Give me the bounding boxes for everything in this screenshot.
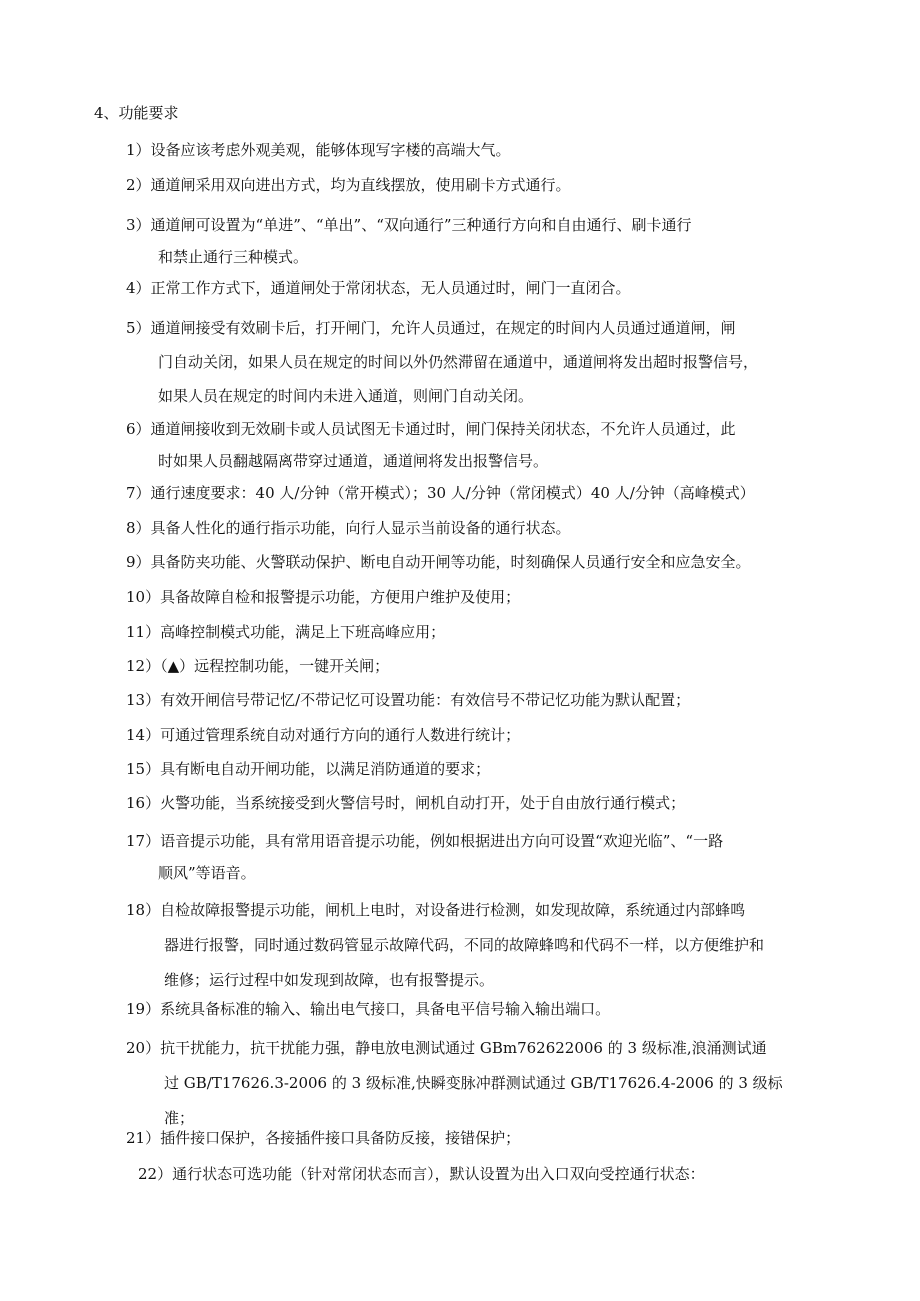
item-text: 12）（▲）远程控制功能，一键开关闸；: [126, 657, 390, 675]
list-item: [126, 654, 389, 678]
item-text: 18）自检故障报警提示功能，闸机上电时，对设备进行检测，如发现故障，系统通过内部蜂鸣: [126, 901, 746, 919]
item-text-continuation: 门自动关闭，如果人员在规定的时间以外仍然滞留在通道中，通道闸将发出超时报警信号，: [158, 353, 759, 371]
item-text: 7）通行速度要求：40 人/分钟（常开模式）；30 人/分钟（常闭模式）40 人/分钟（高峰模式）: [126, 484, 755, 502]
item-text: 11）高峰控制模式功能，满足上下班高峰应用；: [126, 623, 446, 641]
item-text: 13）有效开闸信号带记忆/不带记忆可设置功能：有效信号不带记忆功能为默认配置；: [126, 691, 691, 709]
item-text: 5）通道闸接受有效刷卡后，打开闸门，允许人员通过，在规定的时间内人员通过通道闸，闸: [126, 319, 736, 337]
list-item: [126, 138, 511, 162]
item-text-continuation: 如果人员在规定的时间内未进入通道，则闸门自动关闭。: [158, 387, 534, 405]
item-text: 1）设备应该考虑外观美观，能够体现写字楼的高端大气。: [126, 141, 511, 159]
list-item: [126, 620, 445, 644]
item-text-continuation: 器进行报警，同时通过数码管显示故障代码，不同的故障蜂鸣和代码不一样，以方便维护和: [164, 936, 765, 954]
item-text-continuation: 时如果人员翻越隔离带穿过通道，通道闸将发出报警信号。: [158, 452, 549, 470]
list-item: [126, 516, 571, 540]
item-text: 2）通道闸采用双向进出方式，均为直线摆放，使用刷卡方式通行。: [126, 176, 571, 194]
list-item: [126, 791, 685, 815]
list-item: [126, 550, 751, 574]
list-item: [126, 585, 520, 609]
item-text: 16）火警功能，当系统接受到火警信号时，闸机自动打开，处于自由放行通行模式；: [126, 794, 686, 812]
item-text: 22）通行状态可选功能（针对常闭状态而言），默认设置为出入口双向受控通行状态：: [138, 1165, 705, 1183]
item-text: 15）具有断电自动开闸功能，以满足消防通道的要求；: [126, 760, 491, 778]
list-item: [126, 311, 758, 413]
list-item: [138, 1162, 705, 1186]
list-item: [126, 723, 520, 747]
list-item: [126, 173, 571, 197]
list-item: [126, 825, 723, 889]
list-item: [126, 1126, 520, 1150]
list-item: [126, 1031, 783, 1136]
list-item: [126, 997, 610, 1021]
list-item: [126, 413, 736, 477]
item-text: 14）可通过管理系统自动对通行方向的通行人数进行统计；: [126, 726, 521, 744]
item-text: 21）插件接口保护，各接插件接口具备防反接，接错保护；: [126, 1129, 521, 1147]
item-text: 20）抗干扰能力，抗干扰能力强，静电放电测试通过 GBm762622006 的 3 级标准,浪涌测试通: [126, 1039, 767, 1057]
section-heading: 4、功能要求: [94, 104, 179, 122]
list-item: [126, 757, 490, 781]
item-text: 4）正常工作方式下，通道闸处于常闭状态，无人员通过时，闸门一直闭合。: [126, 279, 631, 297]
item-text: 6）通道闸接收到无效刷卡或人员试图无卡通过时，闸门保持关闭状态，不允许人员通过，此: [126, 420, 736, 438]
item-text: 8）具备人性化的通行指示功能，向行人显示当前设备的通行状态。: [126, 519, 571, 537]
item-text: 17）语音提示功能，具有常用语音提示功能，例如根据进出方向可设置“欢迎光临”、“一路: [126, 832, 724, 850]
item-text: 19）系统具备标准的输入、输出电气接口，具备电平信号输入输出端口。: [126, 1000, 611, 1018]
item-text-continuation: 维修；运行过程中如发现到故障，也有报警提示。: [164, 971, 495, 989]
item-text-continuation: 顺风”等语音。: [158, 864, 256, 882]
list-item: [126, 688, 690, 712]
list-item: [126, 209, 692, 273]
item-text-continuation: 和禁止通行三种模式。: [158, 248, 309, 266]
item-text: 9）具备防夹功能、火警联动保护、断电自动开闸等功能，时刻确保人员通行安全和应急安全。: [126, 553, 751, 571]
list-item: [126, 481, 755, 505]
item-text: 3）通道闸可设置为“单进”、“单出”、“双向通行”三种通行方向和自由通行、刷卡通行: [126, 216, 692, 234]
list-item: [126, 276, 631, 300]
list-item: [126, 893, 764, 998]
item-text-continuation: 过 GB/T17626.3-2006 的 3 级标准,快瞬变脉冲群测试通过 GB/T17626.4-2006 的 3 级标: [164, 1074, 783, 1092]
item-text: 10）具备故障自检和报警提示功能，方便用户维护及使用；: [126, 588, 521, 606]
item-text-continuation: 准；: [164, 1109, 195, 1127]
